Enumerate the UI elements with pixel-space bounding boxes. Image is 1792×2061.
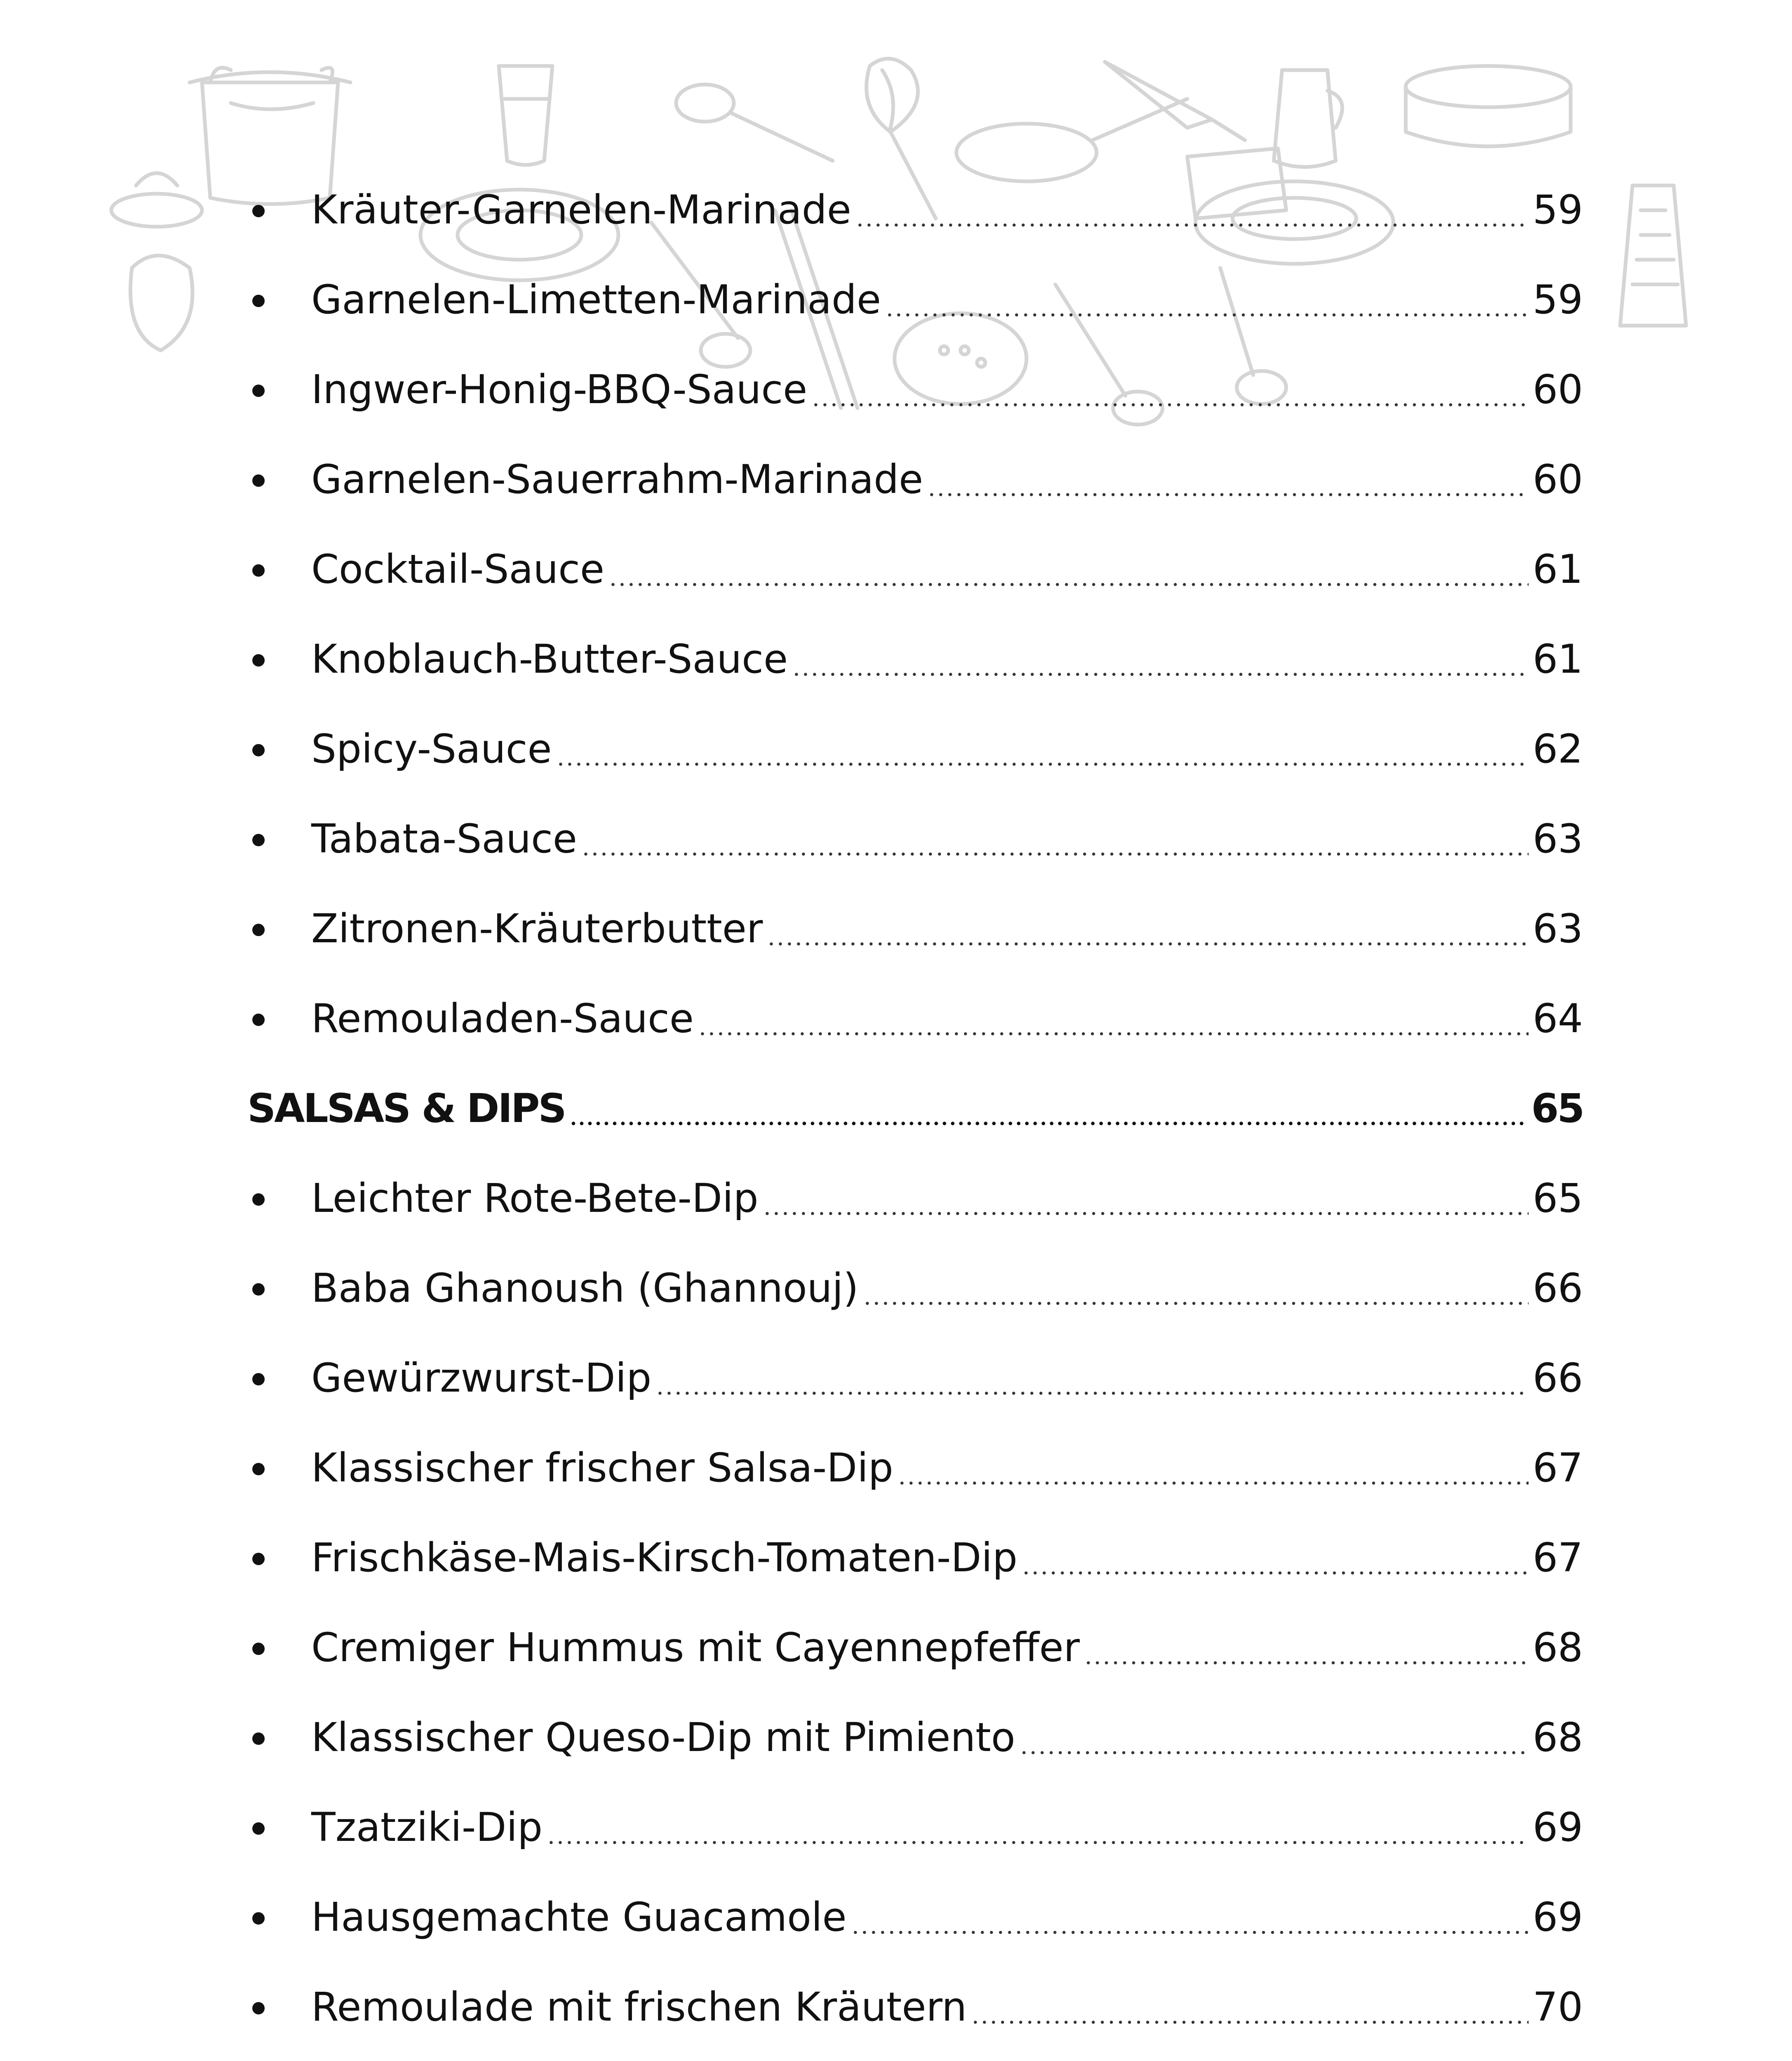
- dot-leader: [811, 403, 1529, 406]
- bullet-icon: [252, 654, 265, 667]
- bullet-icon: [252, 1283, 265, 1296]
- cake-tin-icon: [1406, 66, 1571, 146]
- toc-entry-title: Remouladen-Sauce: [311, 995, 694, 1042]
- toc-entry-title: Baba Ghanoush (Ghannouj): [311, 1265, 859, 1311]
- dot-leader: [608, 583, 1529, 586]
- toc-page-number: 70: [1532, 1984, 1583, 2030]
- toc-entry[interactable]: [247, 1962, 1583, 2052]
- toc-entry-title: Zitronen-Kräuterbutter: [311, 906, 763, 952]
- dot-leader: [863, 1302, 1529, 1305]
- toc-entry-title: Garnelen-Limetten-Marinade: [311, 277, 881, 323]
- toc-entry-title: Knoblauch-Butter-Sauce: [311, 636, 788, 682]
- toc-page-number: 67: [1532, 1535, 1583, 1581]
- toc-entry-title: Remoulade mit frischen Kräutern: [311, 1984, 967, 2030]
- bullet-icon: [252, 1014, 265, 1026]
- bullet-icon: [252, 1373, 265, 1385]
- toc-entry[interactable]: [247, 1333, 1583, 1423]
- glass-icon: [499, 66, 552, 165]
- dot-leader: [1022, 1571, 1529, 1575]
- toc-page-number: 59: [1532, 277, 1583, 323]
- toc-page-number: 69: [1532, 1804, 1583, 1850]
- toc-entry-title: Cocktail-Sauce: [311, 546, 605, 592]
- dot-leader: [698, 1032, 1529, 1035]
- bullet-icon: [252, 1732, 265, 1745]
- bullet-icon: [252, 1912, 265, 1925]
- bullet-icon: [252, 924, 265, 936]
- toc-entry[interactable]: [247, 614, 1583, 704]
- dot-leader: [885, 313, 1529, 317]
- toc-entry[interactable]: [247, 2052, 1583, 2061]
- toc-entry[interactable]: [247, 524, 1583, 614]
- coffee-pot-icon: [1274, 70, 1342, 167]
- bullet-icon: [252, 1553, 265, 1565]
- bullet-icon: [252, 205, 265, 217]
- dot-leader: [547, 1841, 1529, 1844]
- toc-page-number: 66: [1532, 1265, 1583, 1311]
- dot-leader: [763, 1212, 1529, 1215]
- bullet-icon: [252, 1193, 265, 1206]
- knife-icon: [1105, 62, 1245, 140]
- toc-page-number: 59: [1532, 187, 1583, 233]
- toc-page-number: 62: [1532, 726, 1583, 772]
- dot-leader: [792, 673, 1529, 676]
- dot-leader: [569, 1122, 1527, 1125]
- toc-entry[interactable]: [247, 434, 1583, 524]
- bullet-icon: [252, 1643, 265, 1655]
- toc-entry-title: Klassischer frischer Salsa-Dip: [311, 1445, 893, 1491]
- bullet-icon: [252, 295, 265, 307]
- toc-entry-title: Ingwer-Honig-BBQ-Sauce: [311, 366, 808, 413]
- toc-entry[interactable]: [247, 1423, 1583, 1513]
- table-of-contents: [247, 165, 1583, 2061]
- toc-entry-title: Leichter Rote-Bete-Dip: [311, 1175, 759, 1221]
- toc-entry-title: Gewürzwurst-Dip: [311, 1355, 652, 1401]
- grater-icon: [1620, 185, 1686, 326]
- toc-entry-title: Klassischer Queso-Dip mit Pimiento: [311, 1714, 1015, 1761]
- toc-entry[interactable]: [247, 974, 1583, 1063]
- toc-entry-title: Hausgemachte Guacamole: [311, 1894, 847, 1940]
- toc-page-number: 68: [1532, 1624, 1583, 1671]
- toc-page-number: 61: [1532, 546, 1583, 592]
- toc-entry-title: Kräuter-Garnelen-Marinade: [311, 187, 851, 233]
- bullet-icon: [252, 385, 265, 397]
- bullet-icon: [252, 834, 265, 846]
- bullet-icon: [252, 564, 265, 577]
- toc-entry[interactable]: [247, 1243, 1583, 1333]
- dot-leader: [855, 223, 1529, 227]
- toc-entry[interactable]: [247, 1782, 1583, 1872]
- bullet-icon: [252, 1822, 265, 1835]
- sugar-bowl-icon: [111, 173, 202, 350]
- bullet-icon: [252, 744, 265, 756]
- toc-entry[interactable]: [247, 794, 1583, 884]
- toc-entry-title: Spicy-Sauce: [311, 726, 552, 772]
- toc-page-number: 60: [1532, 456, 1583, 502]
- toc-entry[interactable]: [247, 345, 1583, 434]
- toc-page-number: 65: [1531, 1085, 1583, 1131]
- dot-leader: [971, 2021, 1529, 2024]
- toc-entry-title: Frischkäse-Mais-Kirsch-Tomaten-Dip: [311, 1535, 1018, 1581]
- toc-entry[interactable]: [247, 884, 1583, 974]
- spoon-icon: [676, 85, 833, 161]
- dot-leader: [655, 1392, 1529, 1395]
- dot-leader: [556, 763, 1529, 766]
- toc-page-number: 61: [1532, 636, 1583, 682]
- toc-entry[interactable]: [247, 1513, 1583, 1603]
- toc-page-number: 63: [1532, 816, 1583, 862]
- bullet-icon: [252, 1463, 265, 1475]
- toc-entry[interactable]: [247, 1872, 1583, 1962]
- toc-entry[interactable]: [247, 255, 1583, 345]
- dot-leader: [1084, 1661, 1528, 1664]
- toc-entry[interactable]: [247, 1603, 1583, 1692]
- toc-entry-title: Cremiger Hummus mit Cayennepfeffer: [311, 1624, 1080, 1671]
- toc-entry[interactable]: [247, 704, 1583, 794]
- dot-leader: [927, 493, 1529, 496]
- toc-page-number: 64: [1532, 995, 1583, 1042]
- dot-leader: [581, 852, 1529, 856]
- toc-section-heading[interactable]: [247, 1063, 1583, 1153]
- toc-page-number: 67: [1532, 1445, 1583, 1491]
- dot-leader: [897, 1481, 1529, 1485]
- dot-leader: [851, 1931, 1529, 1934]
- toc-page-number: 66: [1532, 1355, 1583, 1401]
- toc-page-number: 65: [1532, 1175, 1583, 1221]
- toc-entry[interactable]: [247, 1153, 1583, 1243]
- toc-entry[interactable]: [247, 1692, 1583, 1782]
- bullet-icon: [252, 2002, 265, 2014]
- toc-page-number: 63: [1532, 906, 1583, 952]
- toc-page-number: 68: [1532, 1714, 1583, 1761]
- toc-page-number: 60: [1532, 366, 1583, 413]
- dot-leader: [1019, 1751, 1529, 1754]
- toc-entry-title: SALSAS & DIPS: [247, 1085, 565, 1131]
- bullet-icon: [252, 474, 265, 487]
- dot-leader: [767, 942, 1528, 946]
- toc-entry[interactable]: [247, 165, 1583, 255]
- toc-entry-title: Tzatziki-Dip: [311, 1804, 543, 1850]
- toc-entry-title: Garnelen-Sauerrahm-Marinade: [311, 456, 923, 502]
- toc-page-number: 69: [1532, 1894, 1583, 1940]
- toc-entry-title: Tabata-Sauce: [311, 816, 577, 862]
